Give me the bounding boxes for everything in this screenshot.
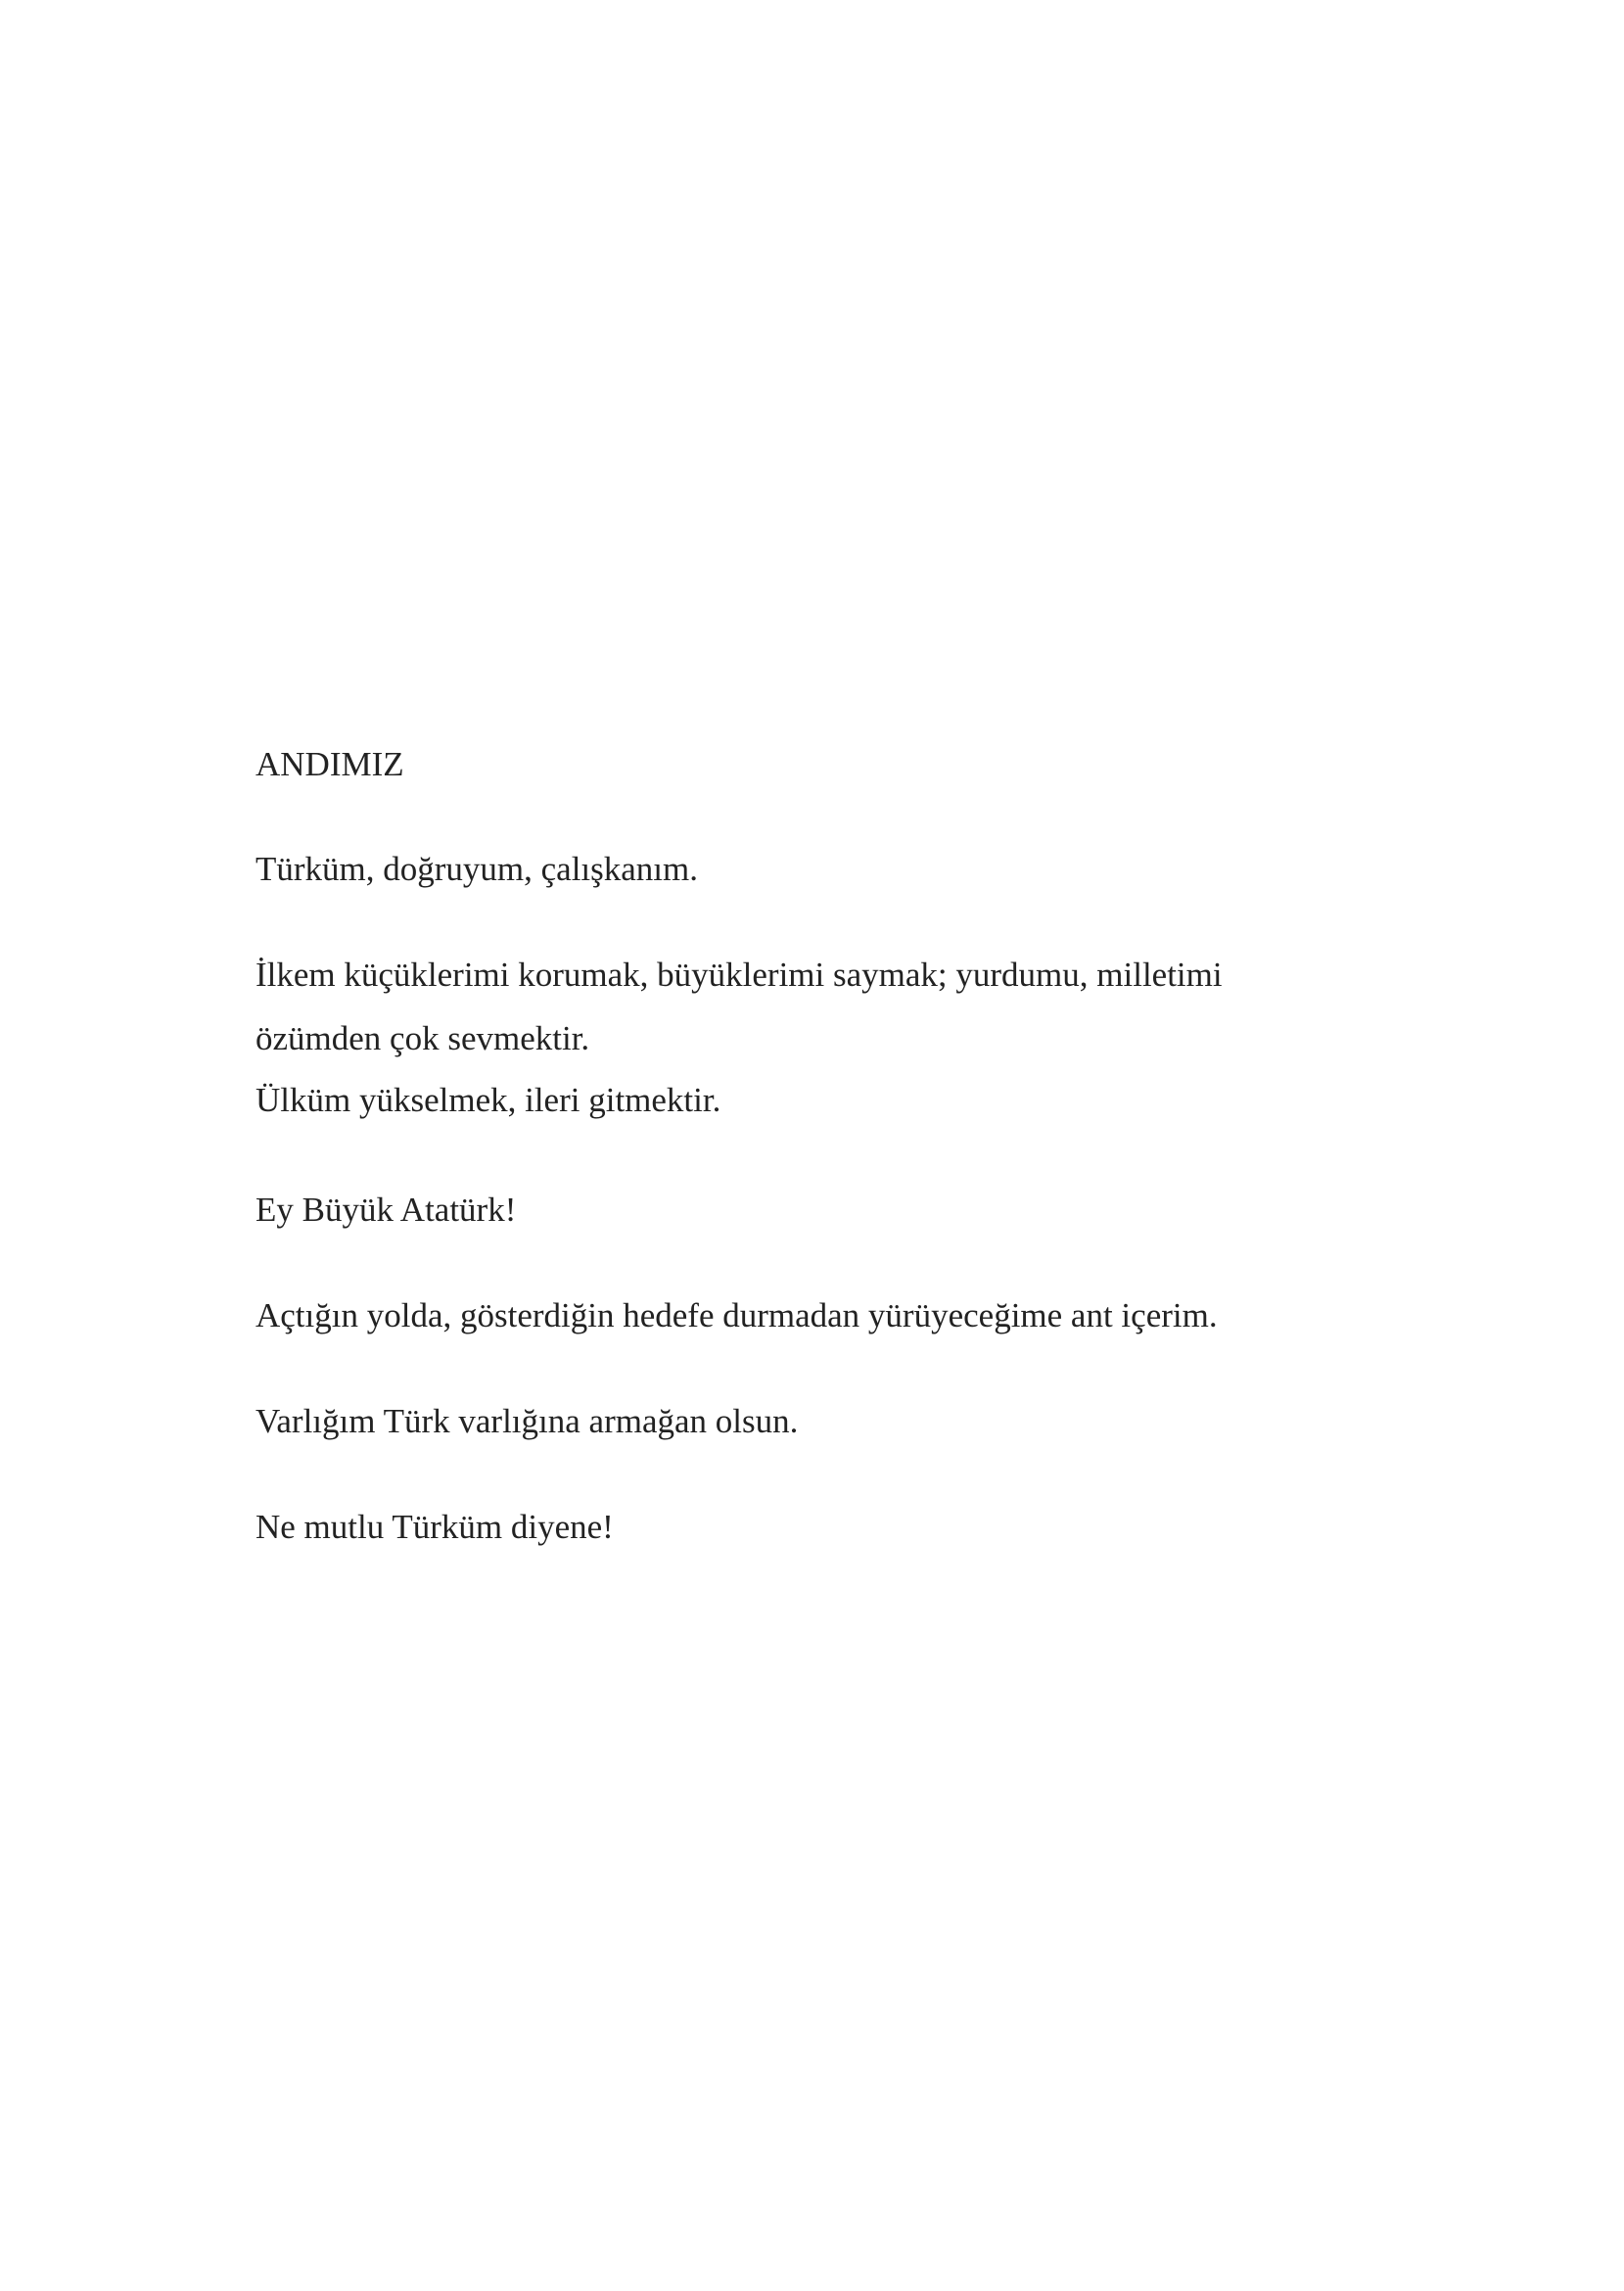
text-line: Ey Büyük Atatürk! xyxy=(255,1191,517,1229)
text-line: özümden çok sevmektir. xyxy=(255,1019,590,1057)
text-line: Açtığın yolda, gösterdiğin hedefe durmadan yürüyeceğime ant içerim. xyxy=(255,1296,1218,1334)
document-title: ANDIMIZ xyxy=(255,745,404,783)
text-line: Türküm, doğruyum, çalışkanım. xyxy=(255,850,699,888)
text-line: Ne mutlu Türküm diyene! xyxy=(255,1508,614,1546)
text-line: Ülküm yükselmek, ileri gitmektir. xyxy=(255,1081,721,1119)
text-line: Varlığım Türk varlığına armağan olsun. xyxy=(255,1402,799,1440)
text-line: İlkem küçüklerimi korumak, büyüklerimi saymak; yurdumu, milletimi xyxy=(255,956,1223,994)
